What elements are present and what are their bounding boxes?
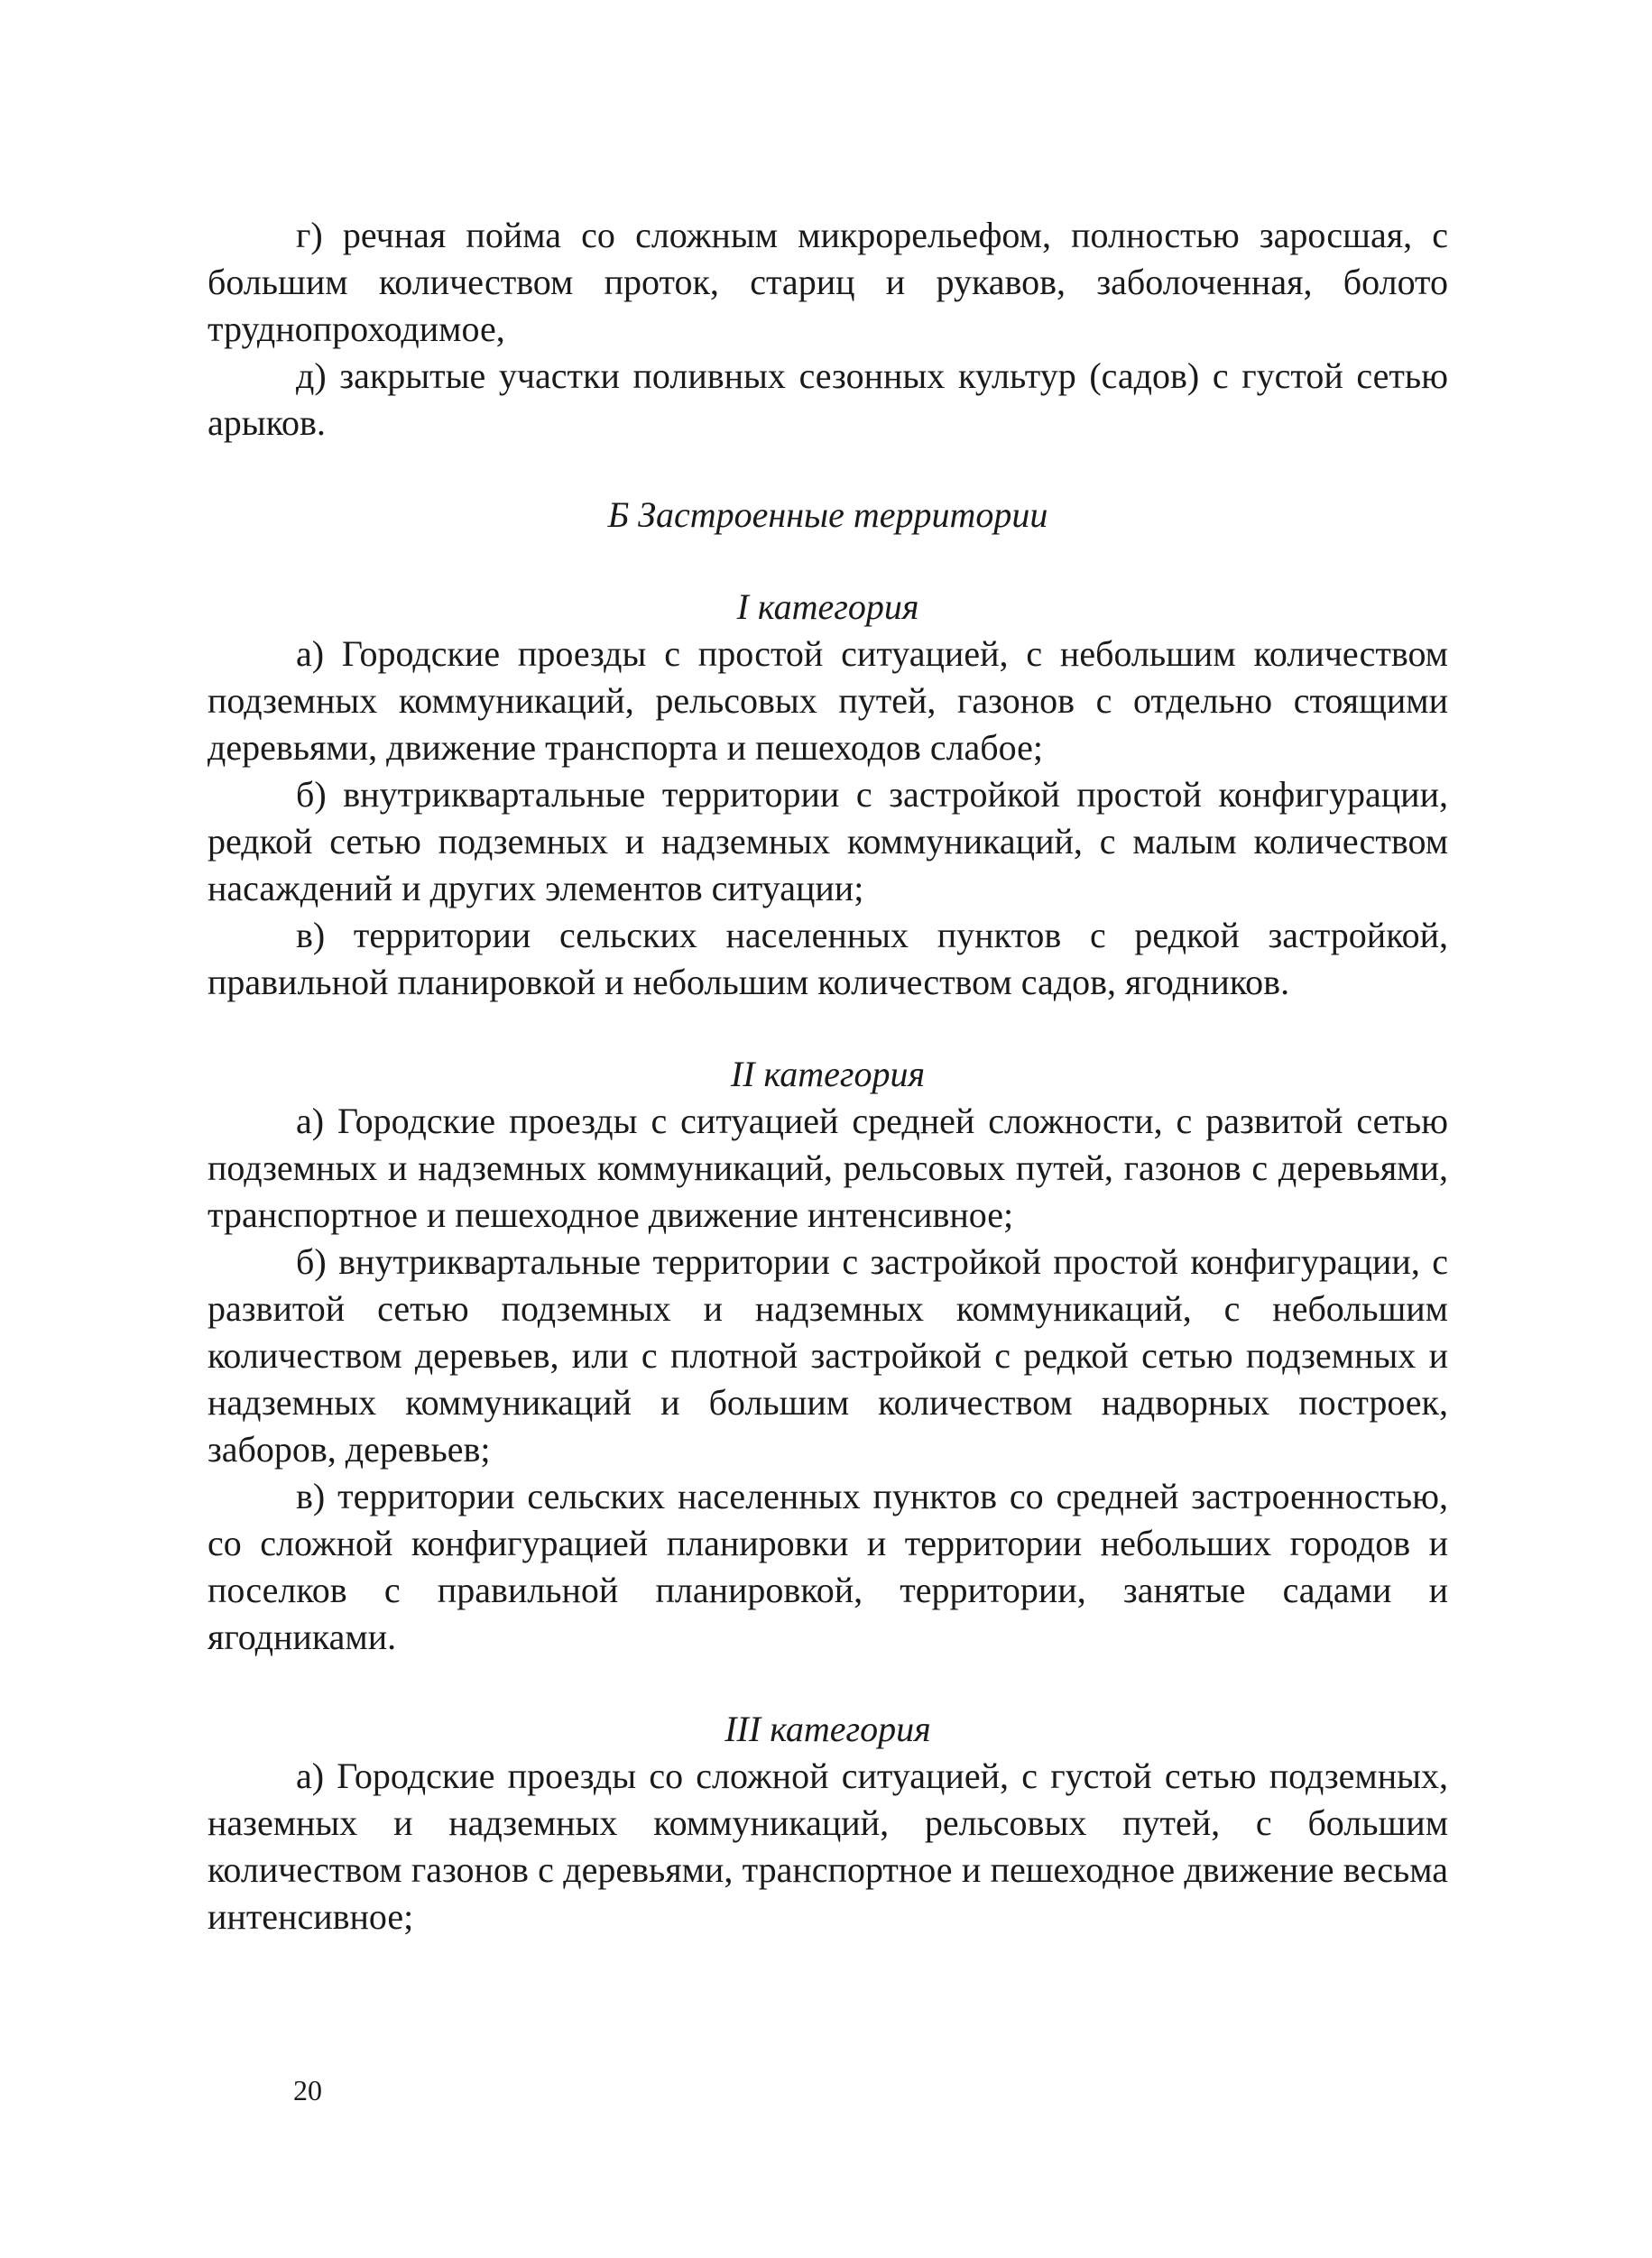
category-1-item-b: б) внутриквартальные территории с застройкой простой конфигурации, редкой сетью подземных и надземных коммуникаций, с малым количеством насаждений и других элементов ситуации; xyxy=(208,774,1448,908)
category-2-item-a: а) Городские проезды с ситуацией средней сложности, с развитой сетью подземных и надземных коммуникаций, рельсовых путей, газонов с деревьями, транспортное и пешеходное движение интенсивное; xyxy=(208,1101,1448,1235)
category-1-item-v: в) территории сельских населенных пунктов с редкой застройкой, правильной планировкой и небольшим количеством садов, ягодников. xyxy=(208,915,1448,1002)
category-2-item-v: в) территории сельских населенных пунктов со средней застроенностью, со сложной конфигурацией планировки и территории небольших городов и поселков с правильной планировкой, территории, занятые садами и ягодниками. xyxy=(208,1476,1448,1657)
category-heading: III категория xyxy=(724,1709,931,1749)
category-1-item-a: а) Городские проезды с простой ситуацией, с небольшим количеством подземных коммуникаций, рельсовых путей, газонов с отдельно стоящими деревьями, движение транспорта и пешеходов слабое; xyxy=(208,633,1448,768)
category-heading: I категория xyxy=(736,586,919,627)
page-content xyxy=(208,212,1448,1940)
category-2-item-b: б) внутриквартальные территории с застройкой простой конфигурации, с развитой сетью подземных и надземных коммуникаций, с небольшим количеством деревьев, или с плотной застройкой с редкой сетью подземных и надземных коммуникаций и большим количеством надворных построек, заборов, деревьев; xyxy=(208,1241,1448,1470)
category-heading: II категория xyxy=(730,1054,926,1094)
section-title: Б Застроенные территории xyxy=(607,494,1048,535)
paragraph-d: д) закрытые участки поливных сезонных культур (садов) с густой сетью арыков. xyxy=(208,355,1448,443)
category-3-item-a: а) Городские проезды со сложной ситуацией, с густой сетью подземных, наземных и надземных коммуникаций, рельсовых путей, с большим количеством газонов с деревьями, транспортное и пешеходное движение весьма интенсивное; xyxy=(208,1756,1448,1937)
page-number: 20 xyxy=(293,2074,322,2106)
paragraph-g: г) речная пойма со сложным микрорельефом, полностью заросшая, с большим количеством проток, стариц и рукавов, заболоченная, болото труднопроходимое, xyxy=(208,215,1448,349)
